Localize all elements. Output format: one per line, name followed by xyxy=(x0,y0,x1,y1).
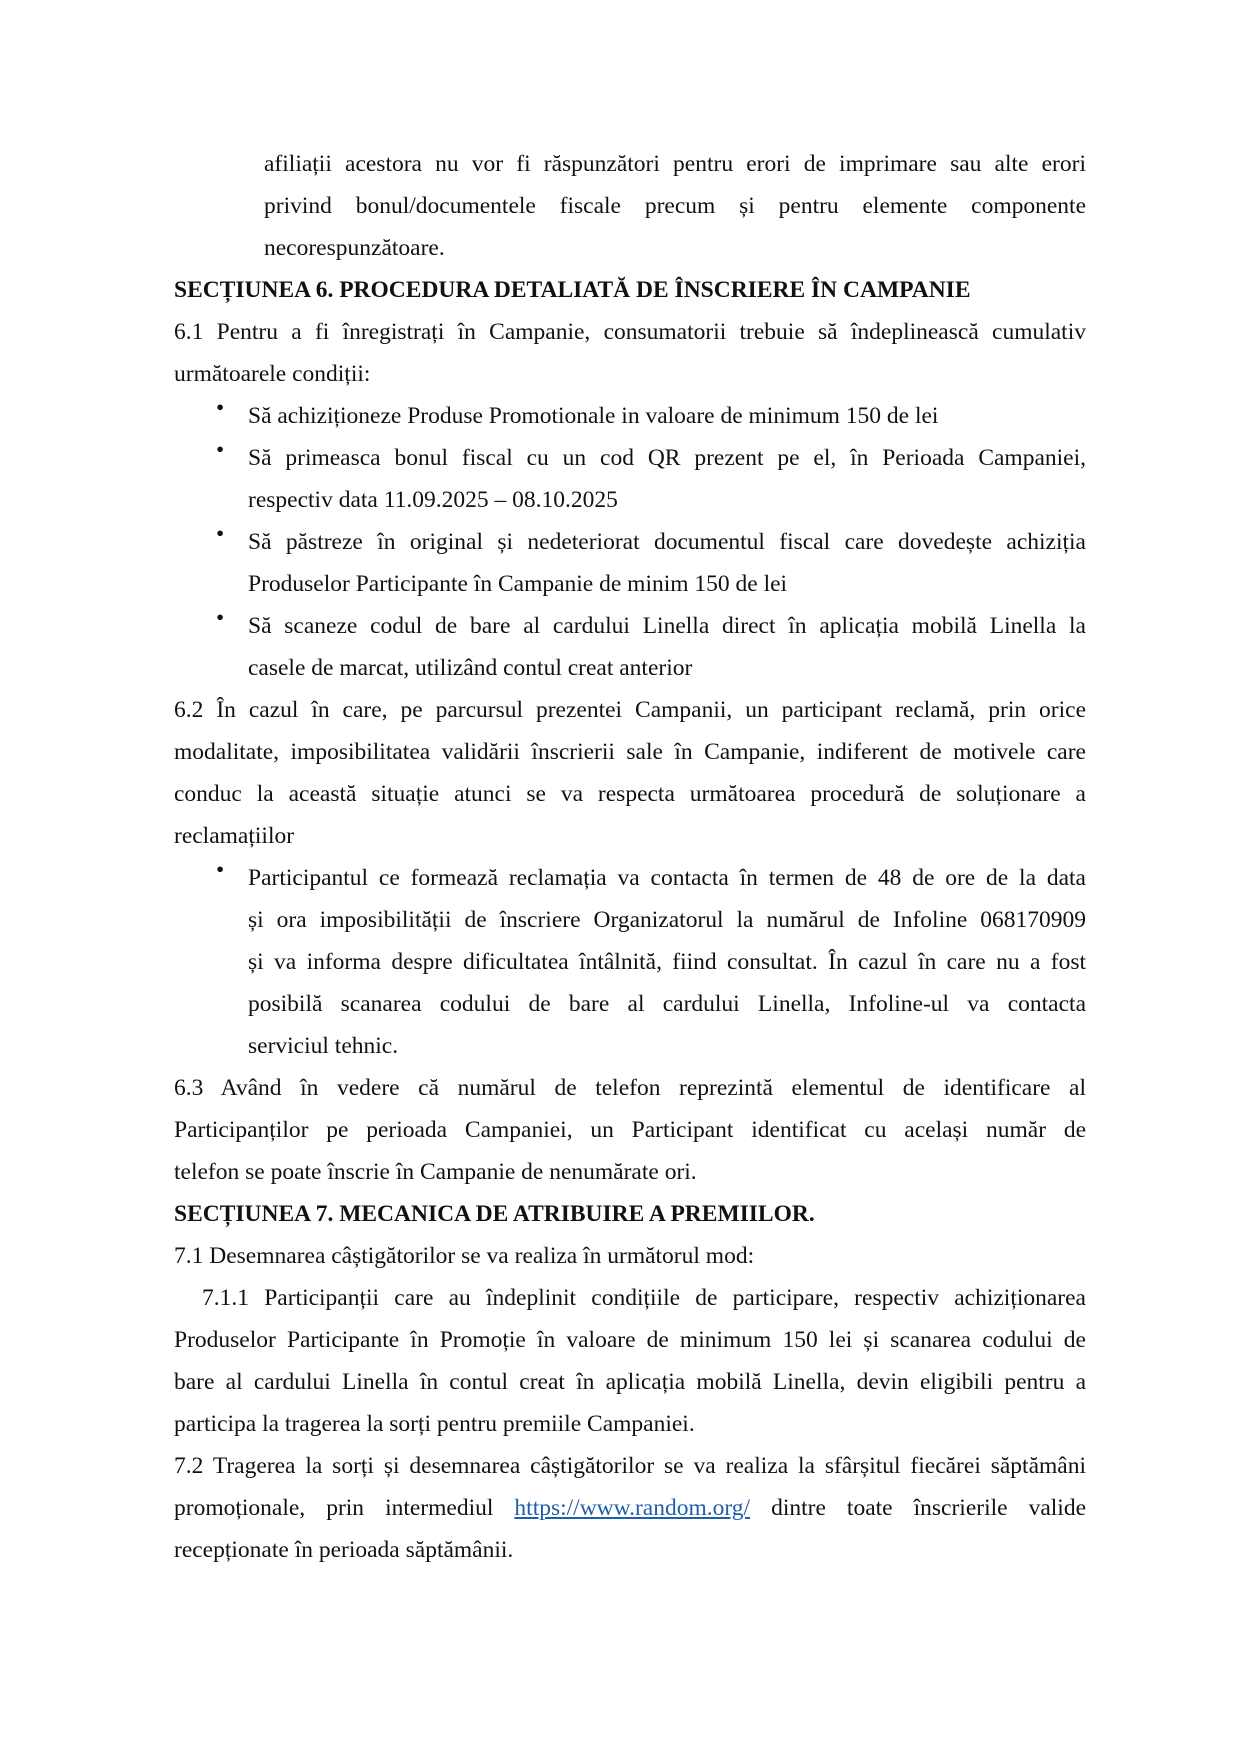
text-segment: dintre toate înscrierile valide xyxy=(771,1495,1086,1521)
document-page xyxy=(174,143,1086,1571)
text-line: Produselor Participante în Campanie de minim 150 de lei xyxy=(248,571,788,597)
section-6-heading: SECȚIUNEA 6. PROCEDURA DETALIATĂ DE ÎNSCRIERE ÎN CAMPANIE xyxy=(174,277,971,303)
text-line: Să primeasca bonul fiscal cu un cod QR prezent pe el, în Perioada Campaniei, xyxy=(248,445,1086,471)
bullet-icon: • xyxy=(216,437,225,463)
text-line: Să scaneze codul de bare al cardului Linella direct în aplicația mobilă Linella la xyxy=(248,613,1086,639)
intro-paragraph xyxy=(264,143,1086,269)
bullet-icon: • xyxy=(216,521,225,547)
list-item xyxy=(216,395,1086,437)
text-line: posibilă scanarea codului de bare al cardului Linella, Infoline-ul va contacta xyxy=(248,991,1086,1017)
text-line: 6.1 Pentru a fi înregistrați în Campanie, consumatorii trebuie să îndeplinească cumulativ xyxy=(174,319,1086,345)
text-line: necorespunzătoare. xyxy=(264,235,445,261)
text-line: casele de marcat, utilizând contul creat anterior xyxy=(248,655,693,681)
paragraph-6-3 xyxy=(174,1067,1086,1193)
paragraph-6-2 xyxy=(174,689,1086,857)
text-line: privind bonul/documentele fiscale precum și pentru elemente componente xyxy=(264,193,1086,219)
text-line: modalitate, imposibilitatea validării înscrierii sale în Campanie, indiferent de motivele care xyxy=(174,739,1086,765)
text-line: 7.2 Tragerea la sorți și desemnarea câștigătorilor se va realiza la sfârșitul fiecărei săptămâni xyxy=(174,1453,1086,1479)
text-line: și va informa despre dificultatea întâlnită, fiind consultat. În cazul în care nu a fost xyxy=(248,949,1086,975)
bullet-icon: • xyxy=(216,605,225,631)
list-item xyxy=(216,605,1086,689)
text-line: Participanților pe perioada Campaniei, un Participant identificat cu același număr de xyxy=(174,1117,1086,1143)
text-line: serviciul tehnic. xyxy=(248,1033,399,1059)
text-line: participa la tragerea la sorți pentru premiile Campaniei. xyxy=(174,1411,695,1437)
text-line: Produselor Participante în Promoție în valoare de minimum 150 lei și scanarea codului de xyxy=(174,1327,1086,1353)
text-line: respectiv data 11.09.2025 – 08.10.2025 xyxy=(248,487,618,513)
section-7-heading: SECȚIUNEA 7. MECANICA DE ATRIBUIRE A PREMIILOR. xyxy=(174,1201,815,1227)
list-item xyxy=(216,521,1086,605)
bullet-icon: • xyxy=(216,395,225,421)
text-line: 6.2 În cazul în care, pe parcursul prezentei Campanii, un participant reclamă, prin orice xyxy=(174,697,1086,723)
text-line: reclamațiilor xyxy=(174,823,295,849)
text-line: Să achiziționeze Produse Promotionale in valoare de minimum 150 de lei xyxy=(248,403,939,429)
text-line: conduc la această situație atunci se va respecta următoarea procedură de soluționare a xyxy=(174,781,1086,807)
text-line: 6.3 Având în vedere că numărul de telefon reprezintă elementul de identificare al xyxy=(174,1075,1086,1101)
text-line: 7.1.1 Participanții care au îndeplinit condițiile de participare, respectiv achiziționarea xyxy=(202,1285,1086,1311)
list-item xyxy=(216,857,1086,1067)
text-line xyxy=(174,1487,1086,1529)
text-line: Participantul ce formează reclamația va contacta în termen de 48 de ore de la data xyxy=(248,865,1086,891)
paragraph-7-1: 7.1 Desemnarea câștigătorilor se va realiza în următorul mod: xyxy=(174,1243,755,1269)
list-item xyxy=(216,437,1086,521)
text-line: telefon se poate înscrie în Campanie de nenumărate ori. xyxy=(174,1159,697,1185)
text-line: afiliații acestora nu vor fi răspunzători pentru erori de imprimare sau alte erori xyxy=(264,151,1086,177)
paragraph-7-2 xyxy=(174,1445,1086,1571)
text-line: următoarele condiții: xyxy=(174,361,371,387)
bullet-list-6-1 xyxy=(174,395,1086,689)
text-line: bare al cardului Linella în contul creat în aplicația mobilă Linella, devin eligibili pentru a xyxy=(174,1369,1086,1395)
text-line: și ora imposibilității de înscriere Organizatorul la numărul de Infoline 068170909 xyxy=(248,907,1086,933)
text-segment: promoționale, prin intermediul xyxy=(174,1495,494,1521)
text-line: recepționate în perioada săptămânii. xyxy=(174,1537,514,1563)
bullet-icon: • xyxy=(216,857,225,883)
paragraph-7-1-1 xyxy=(174,1277,1086,1445)
paragraph-6-1 xyxy=(174,311,1086,395)
text-line: Să păstreze în original și nedeteriorat documentul fiscal care dovedește achiziția xyxy=(248,529,1086,555)
random-org-link[interactable]: https://www.random.org/ xyxy=(514,1495,751,1521)
